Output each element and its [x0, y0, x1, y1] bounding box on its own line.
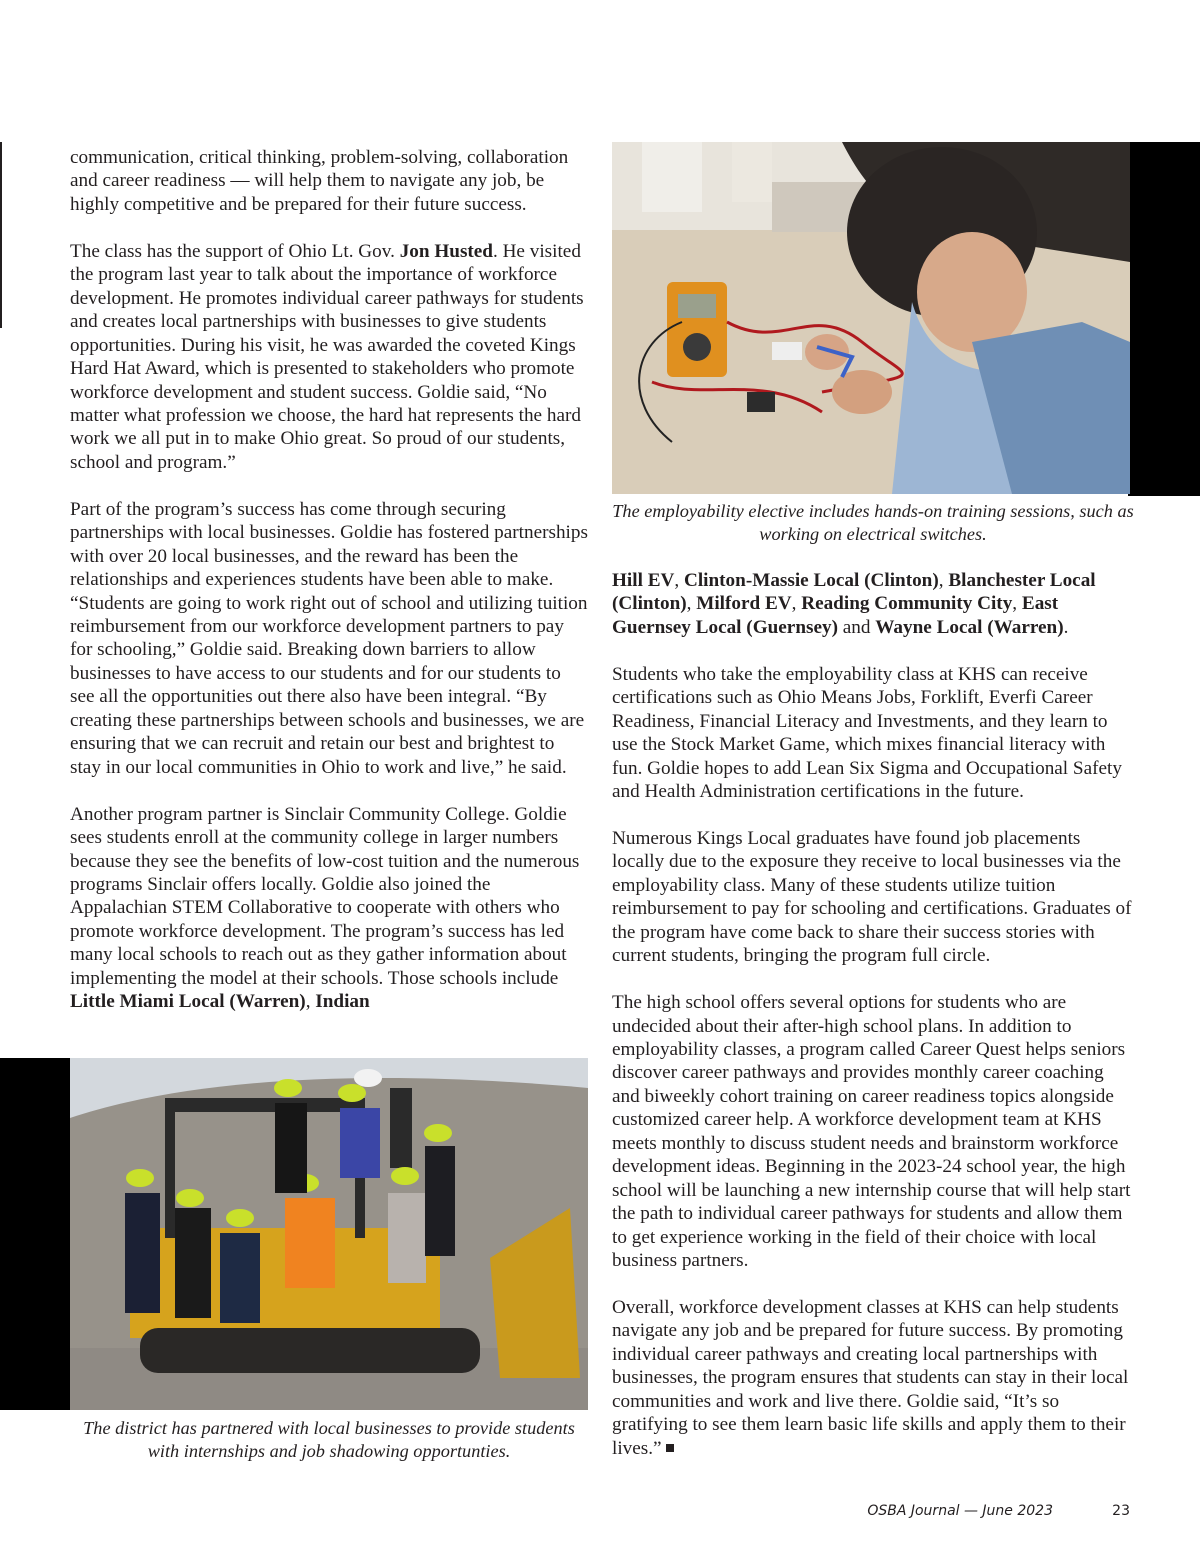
photo-caption-electronics: The employability elective includes hands-on training sessions, such as working on electrical switches.: [612, 501, 1134, 544]
school-name: Clinton-Massie Local (Clinton): [683, 570, 939, 591]
school-name: Blanchester Local (Clinton): [612, 570, 1096, 615]
name-jon-husted: Jon Husted: [399, 240, 493, 262]
decorative-black-tab-right: [1128, 142, 1200, 496]
school-name: Little Miami Local (Warren): [70, 991, 306, 1013]
left-paragraph-3: Part of the program’s success has come through securing partnerships with local businesses. Goldie has fostered partnerships with over 20 local businesses, and the reward has been the relationships and experiences students have been able to make. “Students are going to work right out of school and utilizing tuition reimbursement from our workforce development partners to pay for schooling,” Goldie said. Breaking down barriers to allow businesses to have access to our students and for our students to see all the opportunities out there also have been integral. “By creating these partnerships between schools and businesses, we are ensuring that we can recruit and retain our best and brightest to stay in our local communities in Ohio to work and live,” he said.: [70, 498, 588, 778]
photo-bulldozer-illustration: [70, 1058, 588, 1410]
text-run: . He visited the program last year to talk about the importance of workforce development. He promotes individual career pathways for students and creates local partnerships with businesses to give students opportunities. During his visit, he was awarded the coveted Kings Hard Hat Award, which is presented to stakeholders who promote workforce development and student success. Goldie said, “No matter what profession we choose, the hard hat represents the hard work we all put in to make Ohio great. So proud of our students, school and program.”: [70, 240, 584, 473]
school-name: Hill EV: [612, 570, 675, 591]
text-run: Overall, workforce development classes at KHS can help students navigate any job and be prepared for future success. By promoting individual career pathways and creating local partnerships with businesses, the program ensures that students can stay in their local communities and work and live there. Goldie said, “It’s so gratifying to see them learn basic life skills and apply them to their lives.”: [612, 1296, 1129, 1459]
decorative-black-tab-left: [0, 1058, 70, 1410]
separator: ,: [938, 570, 949, 591]
separator: ,: [674, 570, 684, 591]
school-name: Wayne Local (Warren): [875, 616, 1064, 638]
separator: .: [1063, 616, 1069, 638]
separator: ,: [791, 593, 802, 615]
text-run: The class has the support of Ohio Lt. Gov.: [70, 240, 400, 262]
right-paragraph-3: Numerous Kings Local graduates have found job placements locally due to the exposure they receive to local businesses via the employability class. Many of these students utilize tuition reimbursement to pay for schooling and certifications. Graduates of the program have come back to share their success stories with current students, bringing the program full circle.: [612, 827, 1132, 967]
end-of-article-mark: [666, 1444, 674, 1452]
school-name: Reading Community City: [801, 593, 1013, 615]
photo-student-electronics: [612, 142, 1130, 494]
left-paragraph-2: [70, 240, 590, 475]
school-name: East Guernsey Local (Guernsey): [612, 593, 1059, 638]
right-paragraph-1: [612, 569, 1134, 639]
separator: and: [837, 616, 876, 638]
right-paragraph-4: The high school offers several options for students who are undecided about their after-high school plans. In addition to employability classes, a program called Career Quest helps seniors discover career pathways and provides monthly career coaching and biweekly cohort training on career readiness topics alongside customized career help. A workforce development team at KHS meets monthly to discuss student needs and brainstorm workforce development ideas. Beginning in the 2023-24 school year, the high school will be launching a new internship course that will help start the path to individual career pathways for students and allow them to get experience working in the field of their choice with local business partners.: [612, 992, 1131, 1272]
separator: ,: [305, 991, 316, 1013]
text-run: Another program partner is Sinclair Community College. Goldie sees students enroll at the community college in larger numbers because they see the benefits of low-cost tuition and the numerous programs Sinclair offers locally. Goldie also joined the Appalachian STEM Collaborative to cooperate with others who promote workforce development. The program’s success has led many local schools to reach out as they gather information about implementing the model at their schools. Those schools include: [70, 803, 580, 989]
left-column: [70, 146, 590, 1014]
left-paragraph-1: communication, critical thinking, problem-solving, collaboration and career readiness — will help them to navigate any job, be highly competitive and be prepared for their future success.: [70, 147, 569, 215]
right-paragraph-5: [612, 1296, 1134, 1460]
left-paragraph-4: [70, 803, 590, 1014]
footer-publication: OSBA Journal — June 2023: [867, 1503, 1053, 1519]
photo-students-bulldozer: [70, 1058, 588, 1410]
separator: ,: [686, 593, 697, 615]
separator: ,: [1012, 593, 1022, 615]
footer-page-number: 23: [1112, 1503, 1130, 1519]
school-name: Milford EV: [696, 593, 792, 615]
photo-caption-bulldozer: The district has partnered with local businesses to provide students with internships and job shadowing opportunties.: [83, 1418, 575, 1461]
right-column: [612, 569, 1134, 1460]
photo-electronics-illustration: [612, 142, 1130, 494]
school-name: Indian: [315, 991, 370, 1013]
margin-rule: [0, 142, 2, 328]
right-paragraph-2: Students who take the employability class at KHS can receive certifications such as Ohio Means Jobs, Forklift, Everfi Career Readiness, Financial Literacy and Investments, and they learn to use the Stock Market Game, which mixes financial literacy with fun. Goldie hopes to add Lean Six Sigma and Occupational Safety and Health Administration certifications in the future.: [612, 663, 1122, 803]
